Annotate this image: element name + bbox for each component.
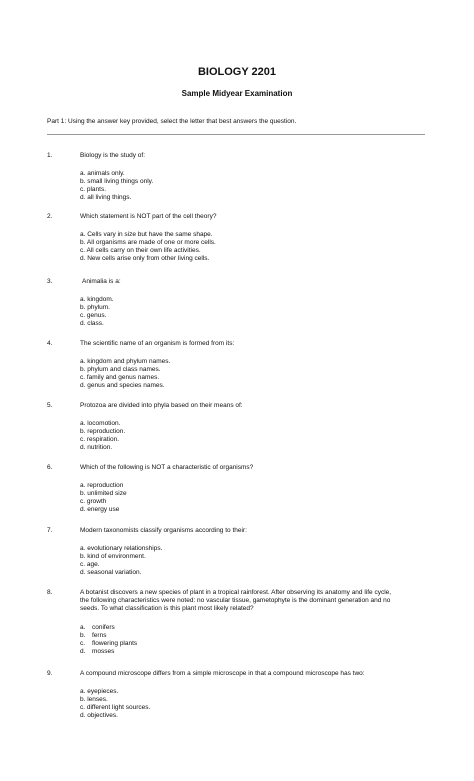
- question-number: 7.: [47, 527, 53, 534]
- choice-d: d. objectives.: [80, 712, 118, 719]
- question-number: 9.: [47, 670, 53, 677]
- question-number: 8.: [47, 589, 53, 596]
- question-number: 1.: [47, 152, 53, 159]
- document-subtitle: Sample Midyear Examination: [181, 89, 293, 98]
- choice-b: b. kind of environment.: [80, 553, 146, 560]
- choice-b: b. phylum and class names.: [80, 366, 161, 373]
- choice-a: a. kingdom and phylum names.: [80, 358, 171, 365]
- choice-b: b. small living things only.: [80, 178, 154, 185]
- choice-list: [80, 231, 400, 263]
- choice-list: [80, 482, 400, 514]
- choice-label: d.: [80, 648, 86, 655]
- choice-b: b. phylum.: [80, 304, 110, 311]
- question-text: Which statement is NOT part of the cell theory?: [80, 213, 217, 220]
- choice-text: ferns: [92, 632, 107, 639]
- choice-a: a. animals only.: [80, 170, 125, 177]
- choice-label: b.: [80, 632, 86, 639]
- choice-d: d. New cells arise only from other living cells.: [80, 255, 210, 262]
- choice-c: c. All cells carry on their own life activities.: [80, 247, 201, 254]
- choice-c: c. different light sources.: [80, 704, 151, 711]
- choice-c: c. genus.: [80, 312, 107, 319]
- question-number: 5.: [47, 402, 53, 409]
- question-text: Animalia is a:: [82, 278, 121, 285]
- choice-c: c. family and genus names.: [80, 374, 160, 381]
- choice-d: d. seasonal variation.: [80, 569, 142, 576]
- question-text: Which of the following is NOT a characteristic of organisms?: [80, 464, 254, 471]
- choice-c: c. growth: [80, 498, 107, 505]
- choice-c: c. respiration.: [80, 436, 120, 443]
- choice-b: [80, 632, 400, 640]
- question-number: 6.: [47, 464, 53, 471]
- choice-list: [80, 545, 400, 577]
- choice-d: d. all living things.: [80, 194, 132, 201]
- question-number: 4.: [47, 340, 53, 347]
- choice-list: [80, 170, 400, 202]
- choice-a: a. Cells vary in size but have the same shape.: [80, 231, 213, 238]
- question-text: The scientific name of an organism is formed from its:: [80, 340, 235, 347]
- choice-d: d. genus and species names.: [80, 382, 165, 389]
- choice-list: [80, 688, 400, 720]
- question-text: Modern taxonomists classify organisms according to their:: [80, 527, 247, 534]
- question-text: A compound microscope differs from a simple microscope in that a compound microscope has two:: [80, 670, 365, 677]
- choice-d: d. energy use: [80, 506, 120, 513]
- choice-list: [80, 296, 400, 328]
- choice-a: [80, 624, 400, 632]
- choice-a: a. kingdom.: [80, 296, 114, 303]
- choice-text: flowering plants: [92, 640, 138, 647]
- choice-d: [80, 648, 400, 656]
- choice-b: b. reproduction.: [80, 428, 126, 435]
- choice-label: a.: [80, 624, 86, 631]
- question-text: Biology is the study of:: [80, 152, 146, 159]
- choice-a: a. evolutionary relationships.: [80, 545, 163, 552]
- choice-text: conifers: [92, 624, 115, 631]
- choice-b: b. lenses.: [80, 696, 108, 703]
- choice-c: c. plants.: [80, 186, 107, 193]
- choice-a: a. eyepieces.: [80, 688, 119, 695]
- choice-b: b. unlimited size: [80, 490, 127, 497]
- divider: [47, 134, 425, 135]
- choice-d: d. class.: [80, 320, 104, 327]
- choice-list: [80, 420, 400, 452]
- choice-label: c.: [80, 640, 86, 647]
- choice-d: d. nutrition.: [80, 444, 113, 451]
- choice-list: [80, 358, 400, 390]
- choice-c: c. age.: [80, 561, 100, 568]
- choice-list: [80, 624, 400, 656]
- question-text: Protozoa are divided into phyla based on their means of:: [80, 402, 243, 409]
- document-title: BIOLOGY 2201: [197, 66, 277, 78]
- question-text: A botanist discovers a new species of plant in a tropical rainforest. After observing its anatomy and life cycle, the following characteristics were noted: no vascular tissue, gametophyte is the dominant generation and no seeds. To what classification is this plant most likely related?: [80, 589, 392, 612]
- choice-c: [80, 640, 400, 648]
- instructions: Part 1: Using the answer key provided, select the letter that best answers the question.: [47, 118, 297, 125]
- choice-a: a. locomotion.: [80, 420, 121, 427]
- choice-text: mosses: [92, 648, 115, 655]
- choice-b: b. All organisms are made of one or more cells.: [80, 239, 216, 246]
- question-number: 3.: [47, 278, 53, 285]
- choice-a: a. reproduction: [80, 482, 124, 489]
- question-number: 2.: [47, 213, 53, 220]
